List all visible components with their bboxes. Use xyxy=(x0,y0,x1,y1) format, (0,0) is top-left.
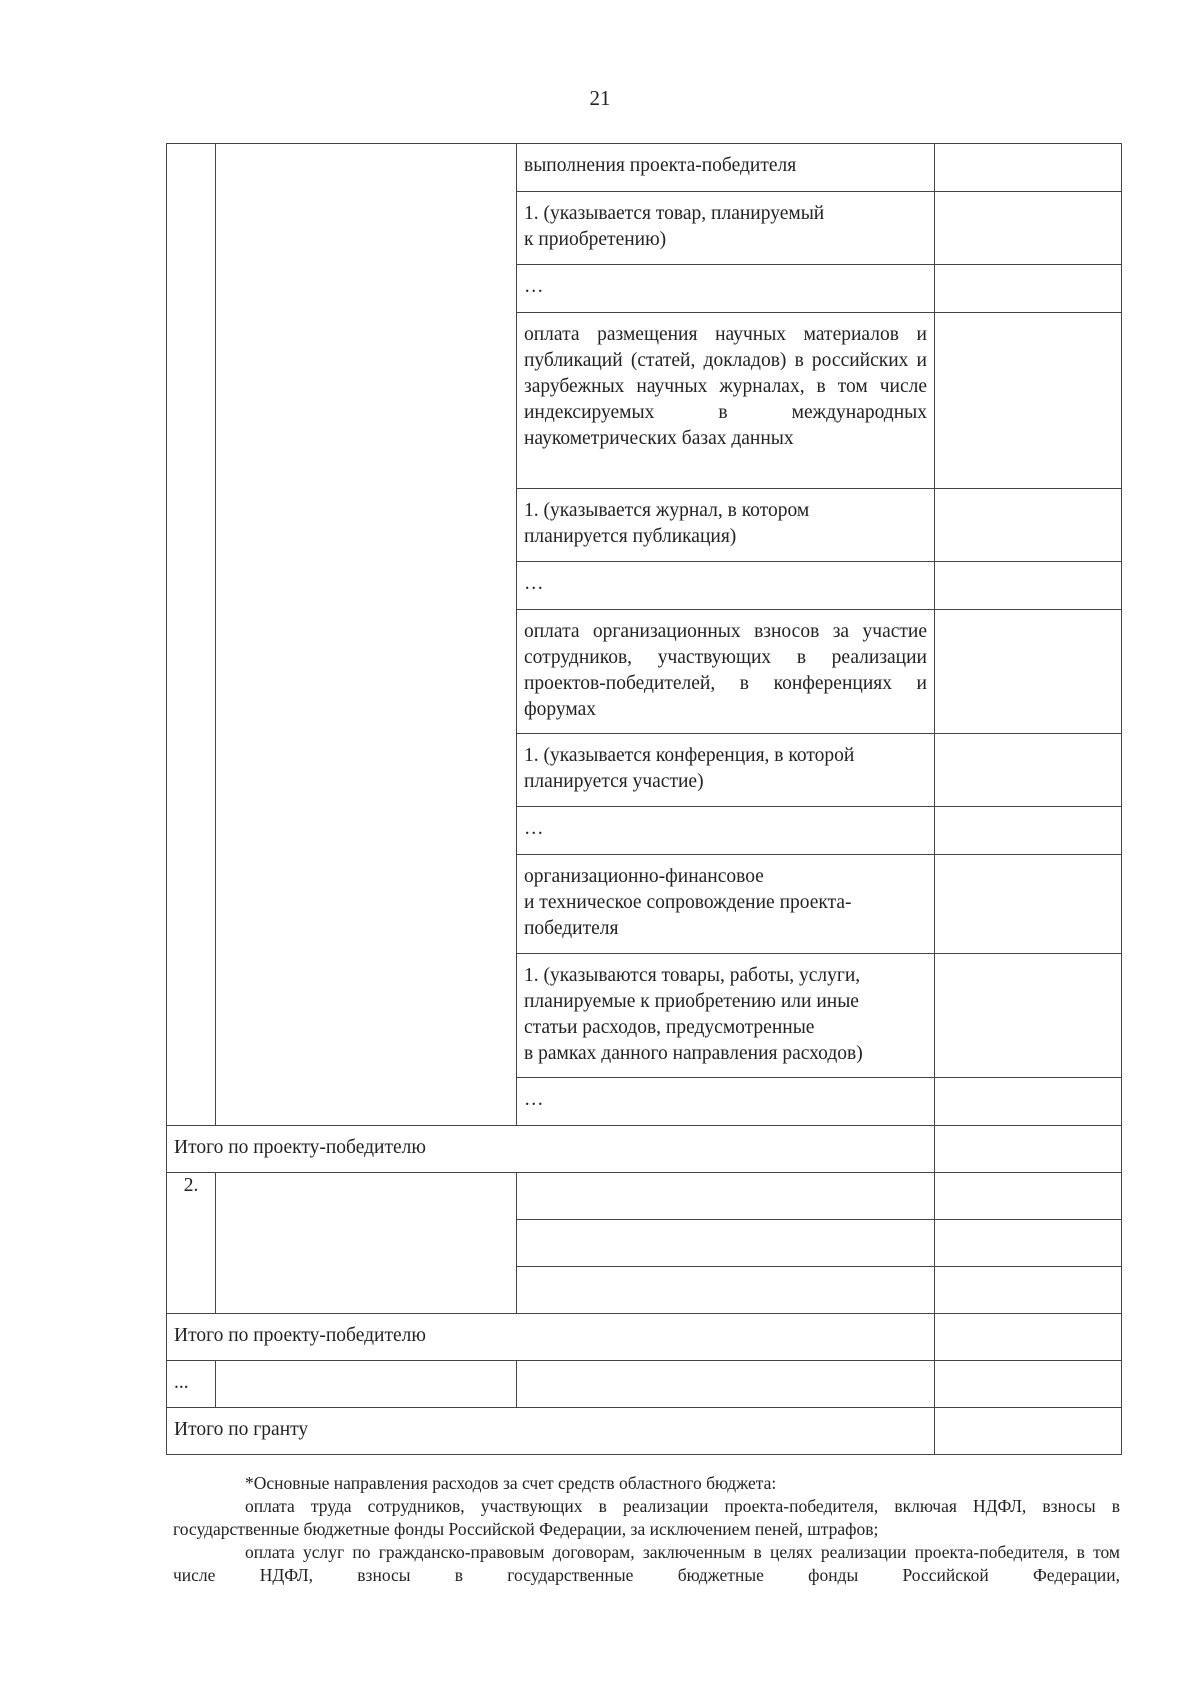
amount-cell xyxy=(935,144,1122,192)
amount-cell xyxy=(935,1078,1122,1126)
amount-cell xyxy=(935,1267,1122,1314)
expense-item xyxy=(517,1267,935,1314)
budget-table xyxy=(166,143,1122,1455)
table-row xyxy=(167,1361,1122,1408)
amount-cell xyxy=(935,562,1122,610)
project-cell xyxy=(216,1361,517,1408)
expense-item: оплата организационных взносов за участие сотрудников, участвующих в реализации проектов-победителей, в конференциях и форумах xyxy=(517,610,935,734)
footnote xyxy=(173,1472,1120,1587)
project-number: 2. xyxy=(167,1173,216,1314)
total-row xyxy=(167,1314,1122,1361)
page-number: 21 xyxy=(589,86,611,110)
expense-item: 1. (указывается журнал, в котором планируется публикация) xyxy=(517,489,935,562)
amount-cell xyxy=(935,1408,1122,1455)
expense-item: оплата размещения научных материалов и публикаций (статей, докладов) в российских и зарубежных научных журналах, в том числе индексируемых в международных наукометрических базах данных xyxy=(517,313,935,489)
total-grant-label: Итого по гранту xyxy=(167,1408,935,1455)
expense-item: 1. (указывается товар, планируемый к приобретению) xyxy=(517,192,935,265)
amount-cell xyxy=(935,855,1122,954)
total-row xyxy=(167,1126,1122,1173)
ellipsis-cell: ... xyxy=(167,1361,216,1408)
project-cell xyxy=(216,1173,517,1314)
expense-item: выполнения проекта-победителя xyxy=(517,144,935,192)
expense-item: … xyxy=(517,562,935,610)
footnote-item: оплата услуг по гражданско-правовым договорам, заключенным в целях реализации проекта-победителя, в том числе НДФЛ, взносы в государственные бюджетные фонды Российской Федерации, xyxy=(173,1542,1120,1585)
amount-cell xyxy=(935,313,1122,489)
amount-cell xyxy=(935,807,1122,855)
amount-cell xyxy=(935,192,1122,265)
expense-item: 1. (указываются товары, работы, услуги, планируемые к приобретению или иные статьи расходов, предусмотренные в рамках данного направления расходов) xyxy=(517,954,935,1078)
amount-cell xyxy=(935,1220,1122,1267)
total-project-label: Итого по проекту-победителю xyxy=(167,1314,935,1361)
expense-item xyxy=(517,1361,935,1408)
amount-cell xyxy=(935,1314,1122,1361)
project-cell xyxy=(216,144,517,1126)
expense-item: 1. (указывается конференция, в которой планируется участие) xyxy=(517,734,935,807)
expense-item xyxy=(517,1173,935,1220)
amount-cell xyxy=(935,1173,1122,1220)
amount-cell xyxy=(935,265,1122,313)
expense-item: … xyxy=(517,265,935,313)
amount-cell xyxy=(935,954,1122,1078)
footnote-title: *Основные направления расходов за счет средств областного бюджета: xyxy=(245,1473,777,1493)
expense-item: … xyxy=(517,807,935,855)
amount-cell xyxy=(935,734,1122,807)
total-row xyxy=(167,1408,1122,1455)
amount-cell xyxy=(935,489,1122,562)
expense-item xyxy=(517,1220,935,1267)
table-row xyxy=(167,1173,1122,1220)
number-cell xyxy=(167,144,216,1126)
amount-cell xyxy=(935,1126,1122,1173)
footnote-item: оплата труда сотрудников, участвующих в реализации проекта-победителя, включая НДФЛ, взносы в государственные бюджетные фонды Российской Федерации, за исключением пеней, штрафов; xyxy=(173,1496,1120,1539)
expense-item: организационно-финансовое и техническое сопровождение проекта- победителя xyxy=(517,855,935,954)
total-project-label: Итого по проекту-победителю xyxy=(167,1126,935,1173)
amount-cell xyxy=(935,1361,1122,1408)
table-row xyxy=(167,144,1122,192)
amount-cell xyxy=(935,610,1122,734)
expense-item: … xyxy=(517,1078,935,1126)
